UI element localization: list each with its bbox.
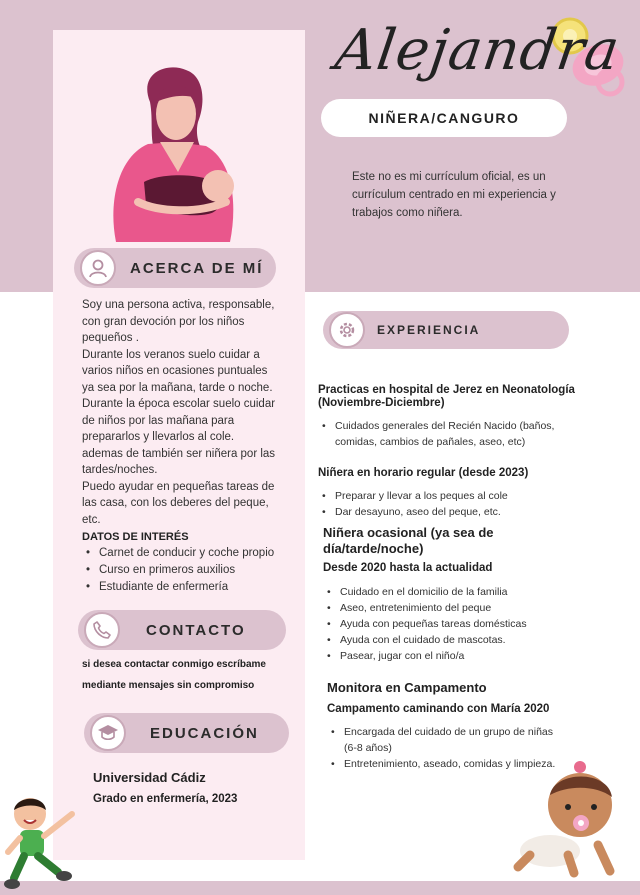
job-title: Niñera ocasional (ya sea de día/tarde/noche) (323, 525, 494, 556)
list-item: • Ayuda con el cuidado de mascotas. (323, 632, 593, 648)
about-paragraph: Soy una persona activa, responsable, con gran devoción por los niños pequeños . (82, 299, 275, 344)
about-heading-pill (74, 248, 276, 288)
graduation-cap-icon (90, 715, 126, 751)
education-degree: Grado en enfermería, 2023 (93, 793, 238, 805)
job-duties-list (318, 418, 588, 450)
contact-heading: CONTACTO (146, 621, 246, 639)
intro-text: Este no es mi currículum oficial, es un currículum centrado en mi experiencia y trabajos como niñera. (352, 171, 556, 219)
running-boy-illustration (4, 792, 82, 892)
experience-heading-pill (323, 311, 569, 349)
list-item: • Pasear, jugar con el niño/a (323, 648, 593, 664)
list-item: • Curso en primeros auxilios (82, 562, 297, 579)
about-paragraph: Durante los veranos suelo cuidar a varios niños en ocasiones puntuales ya sea por la mañana, tarde o noche. (82, 348, 273, 394)
list-item: • Preparar y llevar a los peques al cole (318, 488, 588, 504)
list-item: • Entretenimiento, aseado, comidas y limpieza. (327, 756, 567, 772)
job-title: Practicas en hospital de Jerez en Neonatología (Noviembre-Diciembre) (318, 384, 575, 409)
job-duties-list (318, 488, 588, 520)
mother-baby-illustration (98, 62, 248, 242)
about-paragraph: ademas de también ser niñera por las tardes/noches. (82, 447, 276, 476)
job-subtitle: Campamento caminando con María 2020 (327, 703, 550, 715)
job-title: Niñera en horario regular (desde 2023) (318, 467, 529, 479)
about-heading: ACERCA DE MÍ (130, 259, 264, 277)
interests-heading: DATOS DE INTERÉS (82, 531, 189, 543)
about-paragraph: Puedo ayudar en pequeñas tareas de las casa, con los deberes del peque, etc. (82, 480, 275, 526)
candidate-name: Alejandra (331, 18, 624, 83)
list-item: • Aseo, entretenimiento del peque (323, 600, 593, 616)
gear-icon (329, 312, 365, 348)
experience-heading: EXPERIENCIA (377, 323, 481, 337)
list-item: • Carnet de conducir y coche propio (82, 545, 297, 562)
role-title: NIÑERA/CANGURO (321, 99, 567, 137)
user-icon (80, 250, 116, 286)
job-title: Monitora en Campamento (327, 680, 487, 695)
list-item: • Estudiante de enfermería (82, 579, 297, 596)
crawling-baby-illustration (510, 755, 635, 880)
contact-text (82, 654, 297, 696)
list-item: • Cuidado en el domicilio de la familia (323, 584, 593, 600)
footer-band (0, 881, 640, 895)
education-heading: EDUCACIÓN (150, 724, 259, 742)
phone-icon (84, 612, 120, 648)
about-text (82, 297, 282, 528)
list-item: • Ayuda con pequeñas tareas domésticas (323, 616, 593, 632)
education-school: Universidad Cádiz (93, 770, 206, 785)
list-item: • Cuidados generales del Recién Nacido (baños, comidas, cambios de pañales, aseo, etc) (318, 418, 588, 450)
interests-list (82, 545, 297, 596)
education-heading-pill (84, 713, 289, 753)
contact-heading-pill (78, 610, 286, 650)
list-item: • Dar desayuno, aseo del peque, etc. (318, 504, 588, 520)
job-duties-list (323, 584, 593, 664)
list-item: • Encargada del cuidado de un grupo de niñas (6-8 años) (327, 724, 567, 756)
job-subtitle: Desde 2020 hasta la actualidad (323, 562, 493, 574)
contact-line: si desea contactar conmigo escríbame (82, 659, 266, 670)
contact-line: mediante mensajes sin compromiso (82, 680, 255, 691)
about-paragraph: Durante la época escolar suelo cuidar de niños por las mañana para prepararlos y llevarlos al cole. (82, 398, 276, 443)
